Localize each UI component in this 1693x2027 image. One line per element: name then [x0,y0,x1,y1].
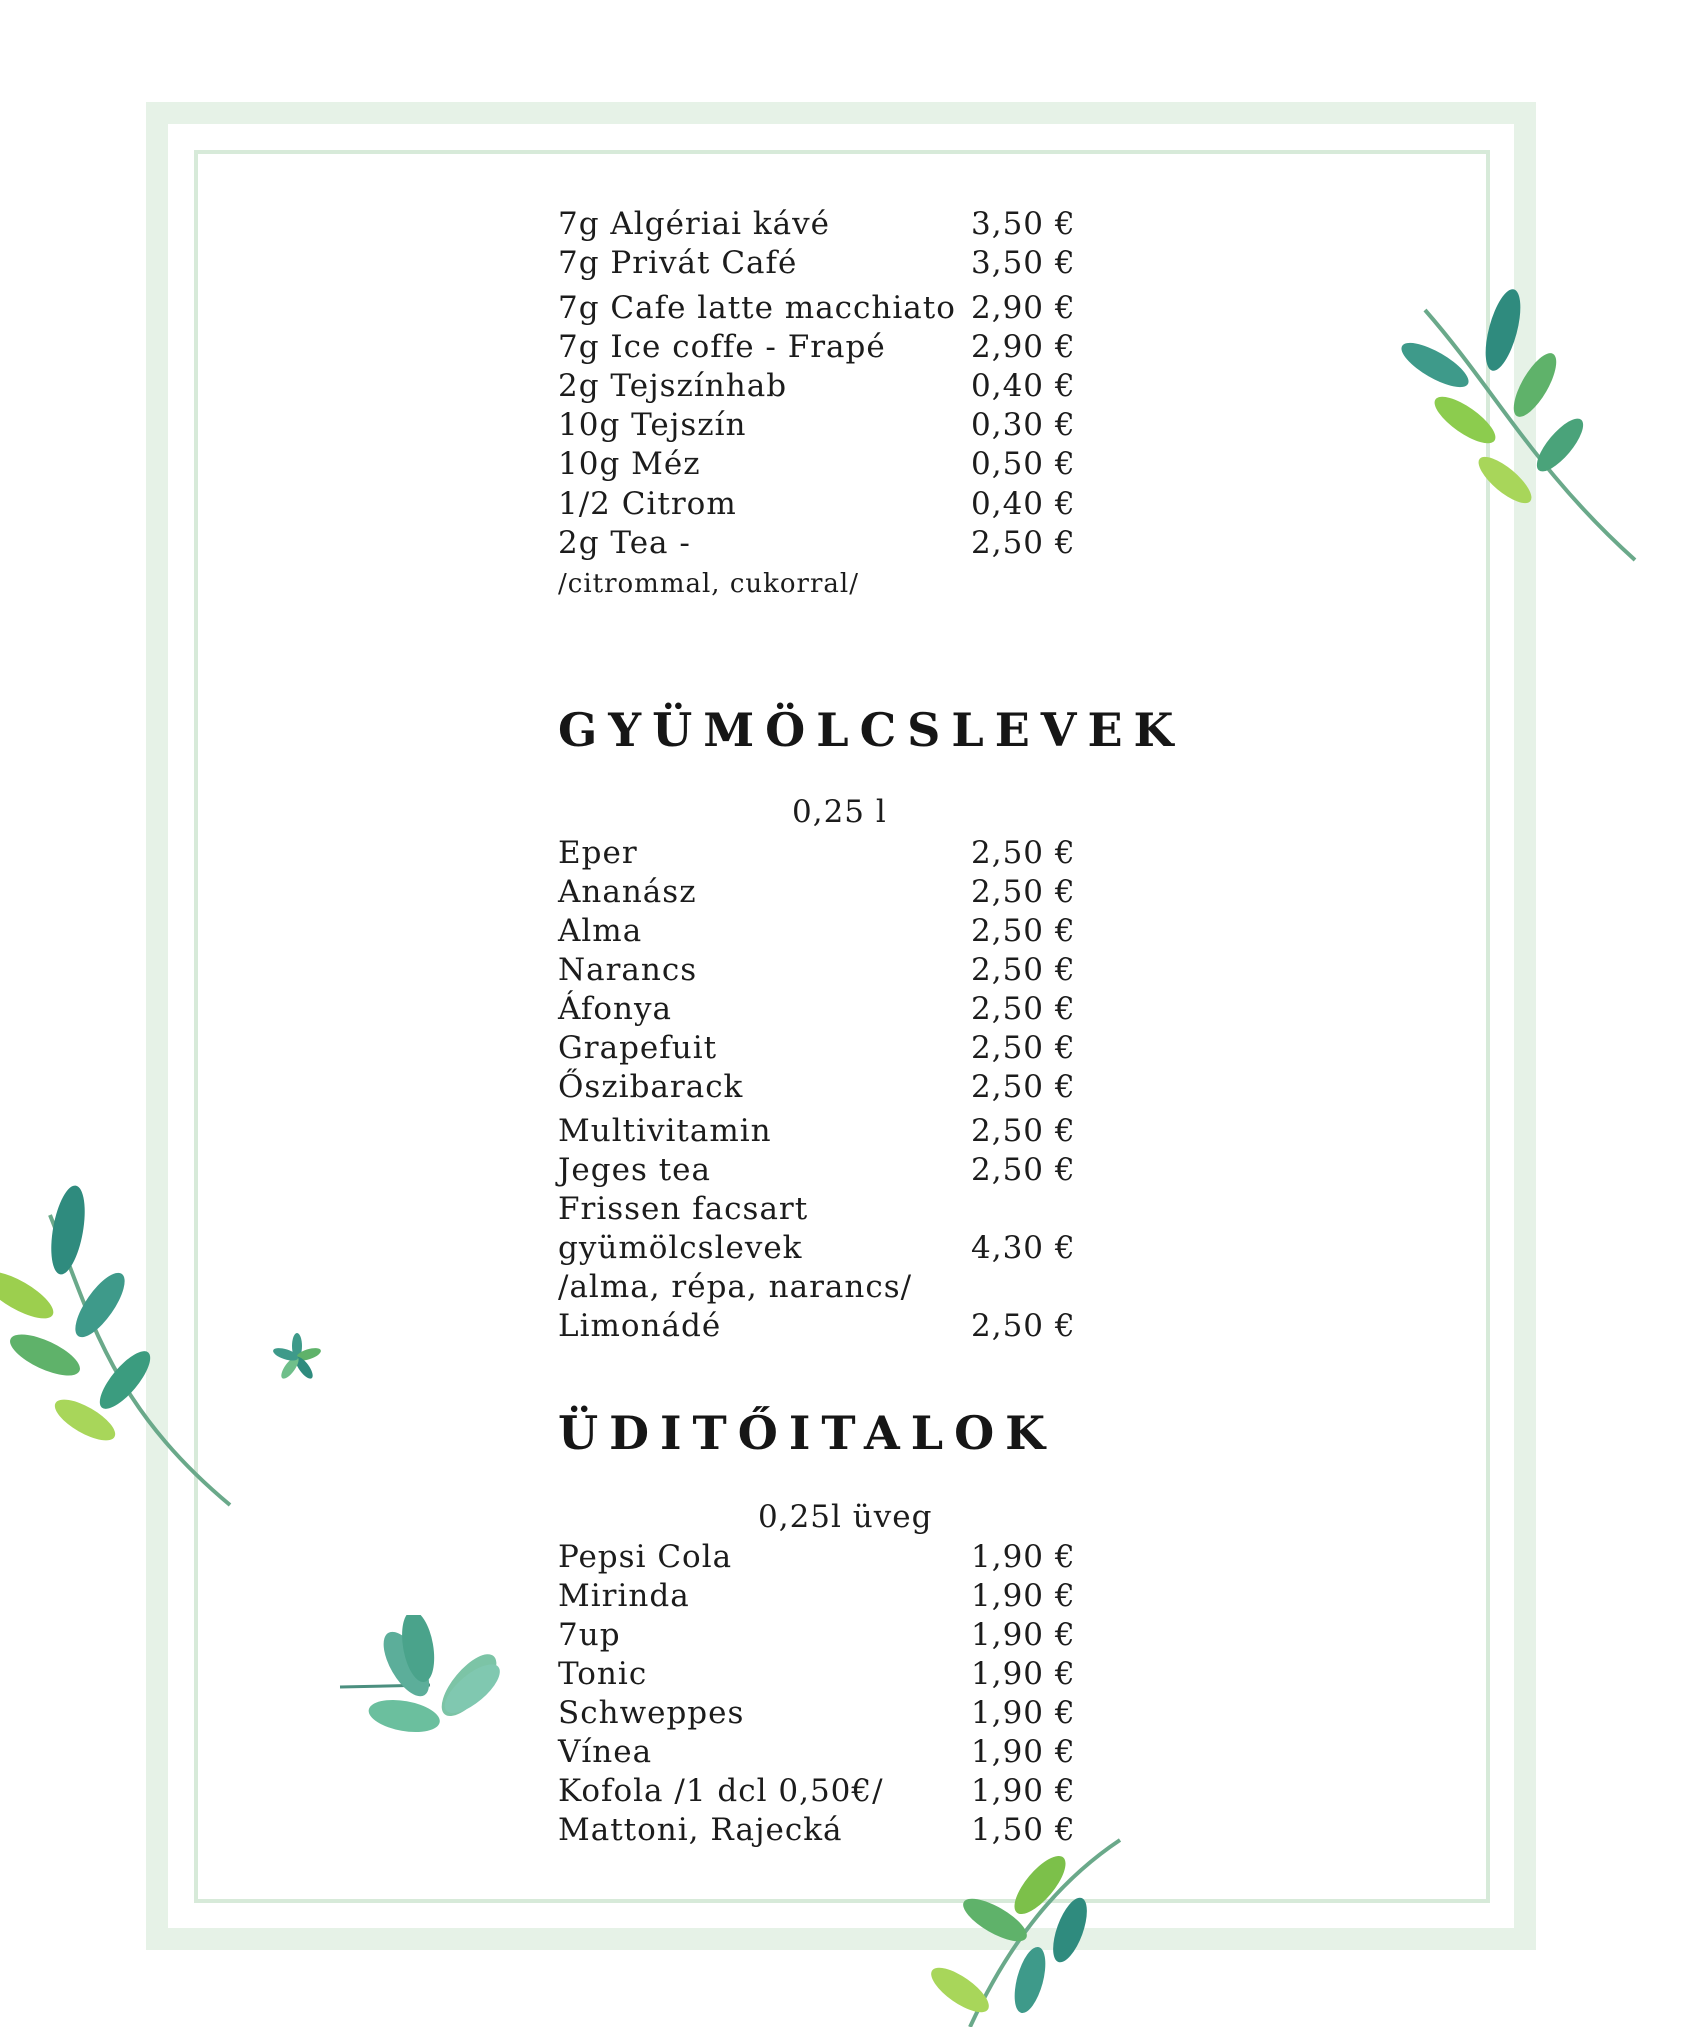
item-name: Őszibarack [558,1069,744,1105]
menu-item [558,989,1098,1029]
item-price: 2,90 € [971,290,1076,326]
menu-item [558,1615,1098,1655]
menu-item [558,1771,1098,1811]
item-name: 7g Ice coffe - Frapé [558,329,886,365]
item-price: 1,90 € [971,1734,1076,1770]
item-name: 2g Tejszínhab [558,368,788,404]
item-name: 10g Tejszín [558,407,747,443]
item-price: 1,90 € [971,1617,1076,1653]
menu-item [558,327,1098,367]
item-price: 1,90 € [971,1773,1076,1809]
item-price: 0,40 € [971,486,1076,522]
leaf-sprig-icon [0,1185,240,1515]
item-price: 2,50 € [971,835,1076,871]
tea-note: /citrommal, cukorral/ [558,569,859,599]
item-price: 2,50 € [971,913,1076,949]
menu-item [558,1111,1098,1151]
item-price: 2,50 € [971,952,1076,988]
item-price: 1,90 € [971,1539,1076,1575]
menu-item [558,1693,1098,1733]
menu-item [558,1028,1098,1068]
item-price: 1,90 € [971,1656,1076,1692]
soft-drinks-unit: 0,25l üveg [758,1499,933,1535]
item-price: 0,50 € [971,446,1076,482]
item-price: 1,90 € [971,1578,1076,1614]
item-note [558,564,1098,604]
item-price: 2,50 € [971,1069,1076,1105]
menu-item [558,872,1098,912]
item-name: 7g Cafe latte macchiato [558,290,956,326]
menu-item [558,366,1098,406]
item-price: 0,40 € [971,368,1076,404]
menu-item [558,1150,1098,1190]
item-name: 7up [558,1617,621,1653]
item-name: Narancs [558,952,698,988]
item-name: Schweppes [558,1695,745,1731]
item-note [558,1267,1098,1307]
menu-item [558,1067,1098,1107]
item-name: Limonádé [558,1308,722,1344]
menu-item [558,1189,1098,1229]
menu-item [558,950,1098,990]
item-name: 7g Algériai kávé [558,206,831,242]
menu-item [558,833,1098,873]
item-price: 2,50 € [971,1113,1076,1149]
item-name: Mattoni, Rajecká [558,1812,843,1848]
menu-item [558,204,1098,244]
item-name: gyümölcslevek [558,1230,803,1266]
menu-item [558,444,1098,484]
item-price: 3,50 € [971,206,1076,242]
item-name: Jeges tea [558,1152,712,1188]
item-name: 7g Privát Café [558,245,798,281]
item-name: 10g Méz [558,446,701,482]
leaf-star-icon [262,1330,332,1385]
fresh-juice-note: /alma, répa, narancs/ [558,1269,913,1305]
item-name: Ananász [558,874,697,910]
item-name: Frissen facsart [558,1191,809,1227]
item-name: Mirinda [558,1578,690,1614]
menu-item [558,484,1098,524]
menu-item [558,911,1098,951]
menu-item [558,1576,1098,1616]
item-price: 2,50 € [971,1308,1076,1344]
item-price: 2,50 € [971,525,1076,561]
maple-leaf-icon [335,1615,535,1775]
menu-item [558,1732,1098,1772]
menu-item [558,288,1098,328]
menu-item [558,1228,1098,1268]
item-name: Kofola /1 dcl 0,50€/ [558,1773,884,1809]
item-price: 2,50 € [971,1030,1076,1066]
item-name: 2g Tea - [558,525,691,561]
item-price: 2,50 € [971,991,1076,1027]
item-name: Vínea [558,1734,653,1770]
leaf-sprig-icon [1395,270,1645,570]
menu-item [558,405,1098,445]
item-name: 1/2 Citrom [558,486,737,522]
menu-item [558,523,1098,563]
menu-item [558,1537,1098,1577]
item-price: 0,30 € [971,407,1076,443]
item-name: Multivitamin [558,1113,772,1149]
item-price: 2,90 € [971,329,1076,365]
item-price: 3,50 € [971,245,1076,281]
item-name: Grapefuit [558,1030,718,1066]
menu-item [558,1654,1098,1694]
item-name: Tonic [558,1656,648,1692]
juices-unit: 0,25 l [792,794,887,830]
item-price: 2,50 € [971,874,1076,910]
item-price: 2,50 € [971,1152,1076,1188]
section-heading-soft-drinks: ÜDITŐITALOK [558,1406,1057,1460]
item-price: 4,30 € [971,1230,1076,1266]
menu-item [558,1306,1098,1346]
item-price: 1,90 € [971,1695,1076,1731]
menu-item [558,243,1098,283]
item-name: Áfonya [558,991,672,1027]
item-price: 1,50 € [971,1812,1076,1848]
item-name: Eper [558,835,638,871]
menu-item [558,1810,1098,1850]
item-name: Alma [558,913,643,949]
item-name: Pepsi Cola [558,1539,733,1575]
leaf-sprig-icon [900,1830,1130,2027]
section-heading-juices: GYÜMÖLCSLEVEK [558,703,1185,757]
